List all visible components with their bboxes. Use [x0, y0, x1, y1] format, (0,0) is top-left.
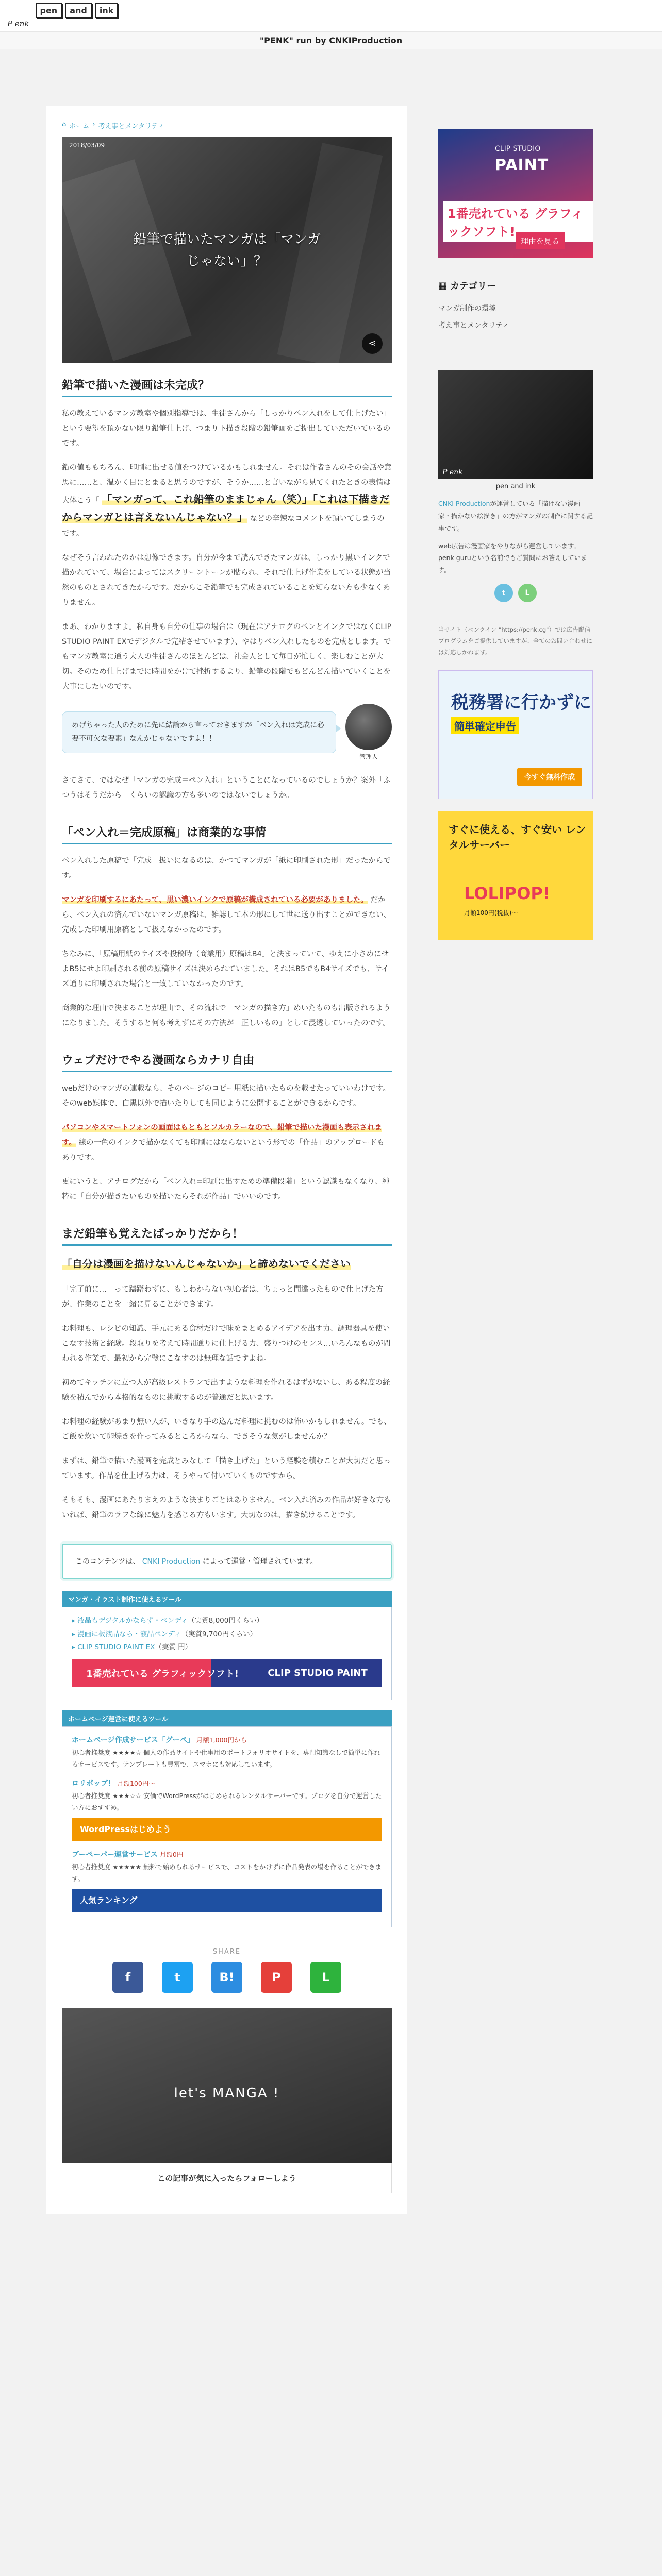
post-date: 2018/03/09: [69, 142, 105, 149]
tools-box: [62, 1607, 392, 1700]
paragraph: [62, 1121, 392, 1165]
service-link[interactable]: ロリポップ！: [72, 1780, 115, 1788]
site-logo[interactable]: [7, 3, 118, 28]
twitter-icon[interactable]: t: [494, 584, 513, 602]
service-price: 月額100円〜: [117, 1780, 155, 1788]
tool-item[interactable]: [72, 1641, 382, 1654]
author-avatar: [345, 704, 392, 761]
breadcrumb: [62, 121, 392, 130]
highlight-text: パソコンやスマートフォンの画面はもともとフルカラーなので、鉛筆で描いた漫画も表示されます。: [62, 1124, 382, 1147]
operator-note: [62, 1544, 392, 1579]
paragraph-text: 線の一色のインクで描かなくても印刷にはならないという形での「作品」のアップロードもありです。: [62, 1139, 385, 1162]
heading-hand: まだ鉛筆も覚えたばっかりだから！: [62, 1225, 392, 1246]
clip-studio-ad[interactable]: [438, 129, 593, 258]
sns-links: [438, 584, 593, 602]
service-desc: 初心者推奨度 ★★★☆☆ 安価でWordPressがはじめられるレンタルサーバーです。ブログを自分で運営したい方におすすめ。: [72, 1792, 382, 1811]
tax-filing-ad[interactable]: [438, 670, 593, 799]
profile-text: [438, 498, 593, 534]
note-link[interactable]: CNKI Production: [142, 1557, 201, 1566]
paragraph-text: 鉛の値ももちろん、印刷に出せる値をつけているかもしれません。それは作者さんのその会話や意思に……と、温かく目にとまると思うのですが、そうか……と言いながら見てくれたときの表情は大体こう「: [62, 464, 392, 505]
speech-bubble: [62, 704, 392, 761]
article-main: [46, 106, 407, 2214]
avatar-name: 管理人: [359, 753, 378, 760]
profile-link[interactable]: CNKI Production: [438, 500, 490, 508]
speech-text: めげちゃった人のために先に結論から言っておきますが「ペン入れは完成に必要不可欠な要素」なんかじゃないですよ！！: [62, 711, 336, 753]
banner-text: 人気ランキング: [80, 1895, 138, 1906]
logo-signature: P enk: [7, 19, 29, 28]
paragraph: 商業的な理由で決まることが理由で、その流れで「マンガの描き方」めいたものも出版されるようになりました。そうすると何も考えずにその方法が「正しいもの」として浸透していったのです。: [62, 1004, 391, 1027]
paragraph: 私の教えているマンガ教室や個別指導では、生徒さんから「しっかりペン入れをして仕上げたい」という要望を頂かない限り鉛筆仕上げ、つまり下描き段階の鉛筆画をご提出していただいているのです。: [62, 410, 391, 448]
paragraph: 「完了前に…」って躊躇わずに、もしわからない初心者は、ちょっと間違ったもので仕上げた方が、作業のことを一緒に見ることができます。: [62, 1285, 384, 1309]
logo-box-pen: pen: [36, 3, 62, 18]
profile-image: [438, 370, 593, 479]
service-desc: 初心者推奨度 ★★★★★ 無料で始められるサービスで、コストをかけずに作品発表の場を作ることができます。: [72, 1863, 382, 1883]
categories-title: カテゴリー: [450, 281, 496, 292]
ad-brand: LOLIPOP!: [464, 884, 551, 904]
emphasis-quote: 「マンガって、これ鉛筆のままじゃん（笑）」「これは下描きだからマンガとは言えないんじゃない？」: [62, 493, 390, 523]
paragraph: さてさて、ではなぜ「マンガの完成＝ペン入れ」ということになっているのでしょうか？案外「ふつうはそうだから」くらいの認識の方も多いのではないでしょうか。: [62, 776, 391, 800]
service-link[interactable]: ブーペーパー運営サービス: [72, 1851, 158, 1859]
avatar-image: [345, 704, 392, 750]
tool-link[interactable]: 漫画に板液晶なら・液晶ペンディ: [77, 1630, 181, 1638]
tool-price: （実質9,700円くらい）: [181, 1630, 257, 1638]
ad-cta-button[interactable]: 理由を見る: [516, 232, 565, 249]
follow-image: [62, 2008, 392, 2163]
ad-note: 月額100円(税抜)〜: [464, 909, 518, 917]
twitter-share-button[interactable]: t: [162, 1962, 193, 1993]
service-entry: [72, 1734, 382, 1770]
paragraph: そもそも、漫画にあたりまえのような決まりごとはありません。ペン入れ済みの作品が好きな方もいれば、鉛筆のラフな線に魅力を感じる方もいます。大切なのは、描き続けることです。: [62, 1496, 391, 1519]
paragraph: [62, 461, 392, 541]
logo-box-ink: ink: [95, 3, 119, 18]
tool-item[interactable]: [72, 1615, 382, 1628]
hatena-share-button[interactable]: B!: [211, 1962, 242, 1993]
article-title-line2: じゃない」？: [186, 253, 267, 269]
tool-price: （実質 円）: [155, 1643, 192, 1652]
ad-headline: 1番売れている グラフィックソフト!: [443, 201, 593, 242]
paragraph: お料理も、レシピの知識、手元にある食材だけで味をまとめるアイデアを出す力、調理器具を使いこなす技術と経験。段取りを考えて時間通りに仕上げる力、盛りつけのセンス…いろんなものが問われる作業で、最初から完璧にこなすのは無理な話ですよね。: [62, 1325, 391, 1363]
rental-server-ad[interactable]: [438, 811, 593, 940]
paragraph: ちなみに、「原稿用紙のサイズや投稿時（商業用）原稿はB4」と決まっていて、ゆえに小さめにせよB5にせよ印刷される前の原稿サイズは決められていました。それはB5でもB4サイズでも、サイズ通りに印刷された場合と一致していなかったのです。: [62, 950, 389, 988]
share-icon[interactable]: ⋖: [362, 333, 383, 354]
profile-signature: P enk: [442, 468, 463, 477]
ranking-banner[interactable]: [72, 1889, 382, 1912]
tool-item[interactable]: [72, 1628, 382, 1641]
categories-heading: [438, 279, 593, 292]
paragraph: ペン入れした原稿で「完成」扱いになるのは、かつてマンガが「紙に印刷された形」だったからです。: [62, 857, 391, 880]
profile-name: pen and ink: [495, 483, 536, 491]
banner-left-text: 1番売れている グラフィックソフト!: [86, 1668, 239, 1680]
note-text: によって運営・管理されています。: [202, 1557, 318, 1566]
heading-pen: 「ペン入れ＝完成原稿」は商業的な事情: [62, 824, 392, 844]
ad-small-text: CLIP STUDIO: [495, 145, 541, 153]
service-link[interactable]: ホームページ作成サービス「グーペ」: [72, 1736, 194, 1744]
tool-price: （実質8,000円くらい）: [188, 1617, 263, 1625]
facebook-share-button[interactable]: f: [112, 1962, 143, 1993]
service-desc: 初心者推奨度 ★★★★☆ 個人の作品サイトや仕事用のポートフォリオサイトを、専門知識なしで簡単に作れるサービスです。テンプレートも豊富で、スマホにも対応しています。: [72, 1749, 380, 1768]
hero-image: [62, 137, 392, 363]
site-header: [0, 0, 662, 32]
service-entry: [72, 1849, 382, 1912]
paragraph-text: などの辛辣なコメントを頂いてしまうのです。: [62, 515, 385, 538]
ad-title: 税務署に行かずに: [451, 692, 591, 714]
banner-right-text: CLIP STUDIO PAINT: [268, 1668, 368, 1679]
clip-studio-banner[interactable]: [72, 1659, 382, 1687]
heading-intro: 鉛筆で描いた漫画は未完成？: [62, 377, 392, 397]
line-icon[interactable]: L: [518, 584, 537, 602]
logo-box-and: and: [65, 3, 92, 18]
service-price: 月額0円: [159, 1851, 184, 1859]
follow-prompt: この記事が気に入ったらフォローしよう: [62, 2163, 392, 2193]
banner-text: WordPressはじめよう: [80, 1824, 171, 1834]
category-item[interactable]: マンガ制作の環境: [438, 300, 593, 317]
ad-big-text: PAINT: [495, 156, 549, 174]
paragraph: webだけのマンガの連載なら、そのページのコピー用紙に描いたものを載せたっていいわけです。そのweb媒体で、白黒以外で描いたりしても同じように公開することができるからです。: [62, 1084, 390, 1108]
article-title-line1: 鉛筆で描いたマンガは「マンガ: [133, 232, 321, 247]
paragraph-text: だから、ペン入れの済んでいないマンガ原稿は、雑誌して本の形にして世に送り出すことができない、完成した印刷用原稿として扱えなかったのです。: [62, 896, 391, 934]
service-price: 月額1,000円から: [196, 1736, 247, 1744]
hosting-box-heading: ホームページ運営に使えるツール: [62, 1710, 392, 1726]
share-buttons: [62, 1962, 392, 1993]
paragraph: お料理の経験があまり無い人が、いきなり手の込んだ料理に挑むのは怖いかもしれません。でも、ご飯を炊いて卵焼きを作ってみるところからなら、できそうな気がしませんか？: [62, 1418, 391, 1441]
note-text: このコンテンツは、: [75, 1557, 140, 1566]
paragraph: まあ、わかりますよ。私自身も自分の仕事の場合は（現在はアナログのペンとインクではなくCLIP STUDIO PAINT EXでデジタルで完結させています）、やはりペン入れしたものを完成とします。でもマンガ教室に通う大人の生徒さんのほとんどは、社会人として毎日が忙しく、楽しむことが大切。そのため仕上げまでに時間をかけて挫折するより、鉛筆の段階でもどんどん描いていくことを大事にしたいのです。: [62, 623, 392, 691]
ad-title: すぐに使える、すぐ安い レンタルサーバー: [449, 823, 586, 852]
pocket-share-button[interactable]: P: [261, 1962, 292, 1993]
paragraph: まずは、鉛筆で描いた漫画を完成とみなして「描き上げた」という経験を積むことが大切だと思っています。作品を仕上げる力は、そうやって付いていくものですから。: [62, 1457, 391, 1480]
follow-caption: let's MANGA !: [174, 2086, 280, 2102]
hosting-box: [62, 1726, 392, 1928]
share-label: SHARE: [212, 1948, 241, 1956]
breadcrumb-category[interactable]: 考え事とメンタリティ: [98, 123, 164, 130]
category-list: [438, 300, 593, 334]
sidebar: [438, 129, 593, 2214]
ad-subtitle: 簡単確定申告: [451, 717, 519, 734]
site-tagline: "PENK" run by CNKIProduction: [0, 32, 662, 49]
profile-text2: web広告は漫画家をやりながら運営しています。penk guruという名前でもご質問にお答えしています。: [438, 541, 587, 574]
wordpress-banner[interactable]: [72, 1818, 382, 1841]
ad-cta-button[interactable]: 今すぐ無料作成: [517, 768, 582, 786]
line-share-button[interactable]: L: [310, 1962, 341, 1993]
home-icon: ⌂: [62, 121, 67, 128]
tool-link[interactable]: 液晶もデジタルかならず・ペンディ: [77, 1617, 188, 1625]
tools-box-heading: マンガ・イラスト制作に使えるツール: [62, 1591, 392, 1607]
tool-link[interactable]: CLIP STUDIO PAINT EX: [77, 1643, 155, 1652]
folder-icon: ▦: [438, 280, 448, 291]
paragraph: 初めてキッチンに立つ人が高級レストランで出すような料理を作れるはずがないし、ある程度の経験を積んでから本格的なものに挑戦するのが普通だと思います。: [62, 1379, 390, 1402]
paragraph: [62, 893, 392, 938]
highlight-text: マンガを印刷するにあたって、黒い濃いインクで原稿が構成されている必要がありました。: [62, 896, 368, 904]
chevron-right-icon: ›: [92, 121, 95, 128]
profile-desc: が運営している「描けない漫画家・描かない絵描き」の方がマンガの制作に関する記事です。: [438, 500, 593, 532]
service-entry: [72, 1777, 382, 1841]
paragraph: なぜそう言われたのかは想像できます。自分が今まで読んできたマンガは、しっかり黒いインクで描かれていて、場合によってはスクリーントーンが貼られ、それで仕上げ作業をしている状態が当然のものとされてきたからです。だからこそ鉛筆でも完成されていることを知らない方も少なくありません。: [62, 554, 391, 607]
affiliate-disclaimer: 当サイト（ペンクイン "https://penk.cg"）では広告配信プログラムをご提供していますが、全てのお問い合わせには対応しかねます。: [438, 618, 593, 658]
category-item[interactable]: 考え事とメンタリティ: [438, 317, 593, 334]
paragraph: [62, 1255, 392, 1273]
article-title: [62, 229, 392, 272]
paragraph: 更にいうと、アナログだから「ペン入れ=印刷に出すための準備段階」という認識もなくなり、純粋に「自分が描きたいものを描いたらそれが作品」でいいのです。: [62, 1178, 390, 1201]
breadcrumb-home[interactable]: ホーム: [69, 123, 90, 130]
heading-web: ウェブだけでやる漫画ならカナリ自由: [62, 1052, 392, 1072]
emphasis-quote: 「自分は漫画を描けないんじゃないか」と諦めないでください: [62, 1258, 351, 1270]
